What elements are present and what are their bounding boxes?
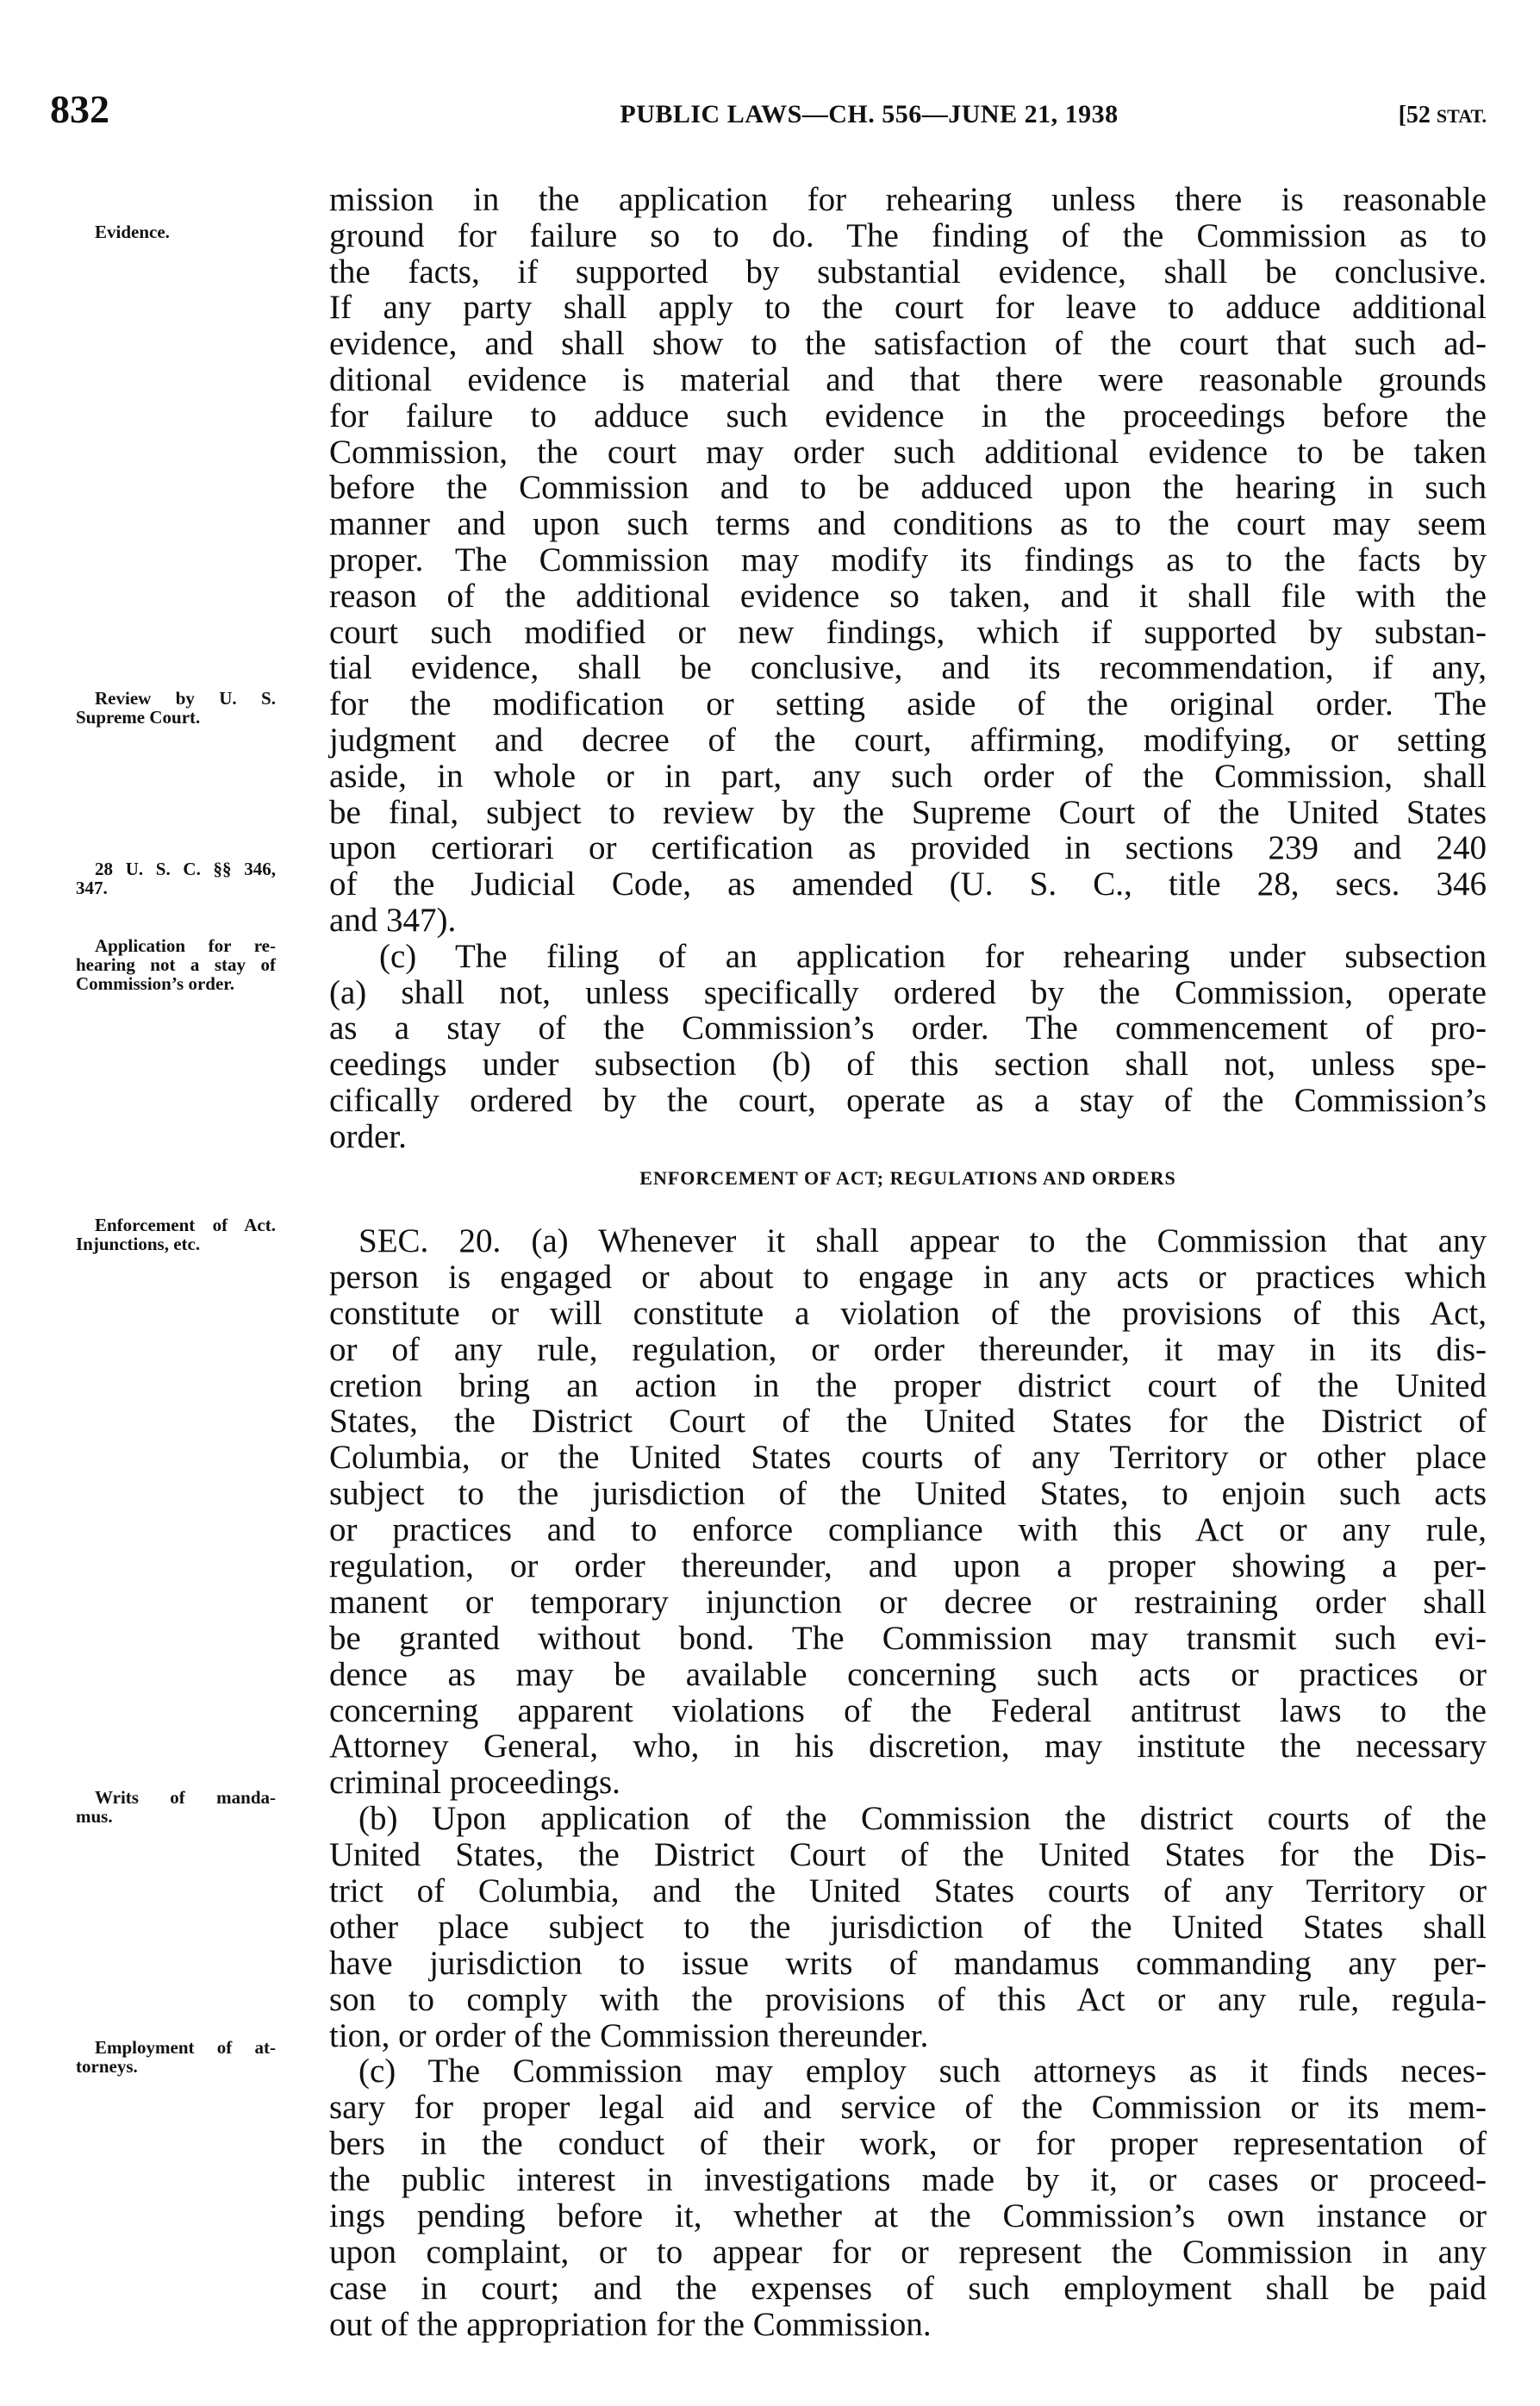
text-line: ditional evidence is material and that there were reasonable grounds (329, 360, 1487, 398)
margin-note-line: Employment of at- (95, 2037, 276, 2058)
margin-note-line: Enforcement of Act. (95, 1215, 276, 1235)
margin-note-line: 28 U. S. C. §§ 346, (95, 859, 276, 879)
text-line: proper. The Commission may modify its findings as to the facts by (329, 541, 1487, 578)
text-line: dence as may be available concerning such acts or practices or (329, 1655, 1487, 1693)
text-line: manent or temporary injunction or decree or restraining order shall (329, 1583, 1487, 1621)
margin-note (76, 222, 276, 241)
text-line: regulation, or order thereunder, and upon a proper showing a per- (329, 1547, 1487, 1585)
text-line: Commission, the court may order such additional evidence to be taken (329, 433, 1487, 471)
text-line: be granted without bond. The Commission may transmit such evi- (329, 1619, 1487, 1657)
text-line: have jurisdiction to issue writs of mandamus commanding any per- (329, 1944, 1487, 1982)
text-line: subject to the jurisdiction of the United States, to enjoin such acts (329, 1475, 1487, 1513)
text-line: person is engaged or about to engage in any acts or practices which (329, 1258, 1487, 1296)
text-line: as a stay of the Commission’s order. The commencement of pro- (329, 1009, 1487, 1047)
text-line: for failure to adduce such evidence in the proceedings before the (329, 397, 1487, 434)
statute-prefix: [52 (1398, 102, 1437, 128)
text-line: (a) shall not, unless specifically ordered by the Commission, operate (329, 973, 1487, 1011)
text-line: upon certiorari or certification as provided in sections 239 and 240 (329, 829, 1487, 867)
text-line: ings pending before it, whether at the Commission’s own instance or (329, 2197, 1487, 2235)
text-line: and 347). (329, 901, 457, 939)
text-line: (c) The filing of an application for rehearing under subsection (379, 937, 1487, 975)
margin-note-line: mus. (76, 1806, 113, 1827)
text-line: tial evidence, shall be conclusive, and its recommendation, if any, (329, 649, 1487, 687)
text-line: for the modification or setting aside of the original order. The (329, 685, 1487, 723)
text-line: trict of Columbia, and the United States courts of any Territory or (329, 1872, 1487, 1910)
text-line: reason of the additional evidence so taken, and it shall file with the (329, 577, 1487, 615)
text-line: mission in the application for rehearing unless there is reasonable (329, 181, 1487, 218)
text-line: court such modified or new findings, which if supported by substan- (329, 613, 1487, 651)
text-line: ceedings under subsection (b) of this section shall not, unless spe- (329, 1046, 1487, 1084)
text-line: the facts, if supported by substantial evidence, shall be conclusive. (329, 253, 1487, 291)
text-line: other place subject to the jurisdiction of the United States shall (329, 1908, 1487, 1946)
margin-note-line: Evidence. (95, 222, 170, 242)
text-line: case in court; and the expenses of such employment shall be paid (329, 2269, 1487, 2307)
margin-note (76, 1215, 276, 1253)
margin-note-line: torneys. (76, 2056, 138, 2077)
margin-note (76, 1788, 276, 1826)
text-line: tion, or order of the Commission thereunder. (329, 2016, 929, 2054)
text-line: out of the appropriation for the Commission. (329, 2305, 932, 2343)
text-line: the public interest in investigations made by it, or cases or proceed- (329, 2161, 1487, 2199)
margin-note-line: hearing not a stay of (76, 954, 276, 975)
text-line: constitute or will constitute a violation of the provisions of this Act, (329, 1294, 1487, 1332)
margin-note-line: Supreme Court. (76, 707, 201, 728)
text-line: cretion bring an action in the proper district court of the United (329, 1366, 1487, 1404)
page-number: 832 (50, 87, 109, 131)
margin-note-line: Review by U. S. (95, 688, 276, 709)
margin-note-line: Application for re- (95, 935, 276, 956)
text-line: manner and upon such terms and conditions as to the court may seem (329, 505, 1487, 543)
margin-note-line: Writs of manda- (95, 1787, 276, 1808)
margin-note-line: Commission’s order. (76, 973, 234, 994)
text-line: upon complaint, or to appear for or represent the Commission in any (329, 2233, 1487, 2271)
text-line: (c) The Commission may employ such attorneys as it finds neces- (359, 2053, 1487, 2090)
text-line: ground for failure so to do. The finding of the Commission as to (329, 216, 1487, 254)
text-line: sary for proper legal aid and service of the Commission or its mem- (329, 2089, 1487, 2127)
text-line: If any party shall apply to the court for leave to adduce additional (329, 289, 1487, 327)
text-line: be final, subject to review by the Supreme Court of the United States (329, 793, 1487, 831)
text-line: criminal proceedings. (329, 1764, 620, 1802)
text-line: before the Commission and to be adduced upon the hearing in such (329, 469, 1487, 507)
text-line: of the Judicial Code, as amended (U. S. C., title 28, secs. 346 (329, 866, 1487, 903)
text-line: bers in the conduct of their work, or for proper representation of (329, 2125, 1487, 2163)
margin-note (76, 936, 276, 993)
text-line: States, the District Court of the United States for the District of (329, 1403, 1487, 1440)
text-line: Attorney General, who, in his discretion, may institute the necessary (329, 1728, 1487, 1765)
text-line: evidence, and shall show to the satisfaction of the court that such ad- (329, 325, 1487, 363)
text-line: Columbia, or the United States courts of any Territory or other place (329, 1439, 1487, 1477)
text-line: judgment and decree of the court, affirming, modifying, or setting (329, 721, 1487, 759)
margin-note-line: 347. (76, 878, 108, 898)
margin-note (76, 2038, 276, 2076)
body-text-block-1 (329, 182, 1487, 1155)
text-line: SEC. 20. (a) Whenever it shall appear to the Commission that any (359, 1222, 1487, 1259)
text-line: or practices and to enforce compliance with this Act or any rule, (329, 1511, 1487, 1549)
statute-volume (1399, 102, 1487, 129)
text-line: son to comply with the provisions of this Act or any rule, regula- (329, 1980, 1487, 2018)
text-line: cifically ordered by the court, operate as a stay of the Commission’s (329, 1081, 1487, 1119)
text-line: (b) Upon application of the Commission the district courts of the (359, 1800, 1487, 1838)
margin-note (76, 689, 276, 727)
text-line: or of any rule, regulation, or order thereunder, it may in its dis- (329, 1330, 1487, 1368)
text-line: aside, in whole or in part, any such order of the Commission, shall (329, 757, 1487, 795)
text-line: United States, the District Court of the United States for the Dis- (329, 1836, 1487, 1874)
body-text-block-2 (329, 1223, 1487, 2343)
margin-note (76, 859, 276, 897)
statute-label: STAT. (1436, 105, 1487, 127)
text-line: concerning apparent violations of the Federal antitrust laws to the (329, 1691, 1487, 1729)
margin-note-line: Injunctions, etc. (76, 1234, 201, 1254)
text-line: order. (329, 1117, 407, 1155)
running-head: PUBLIC LAWS—CH. 556—JUNE 21, 1938 (620, 100, 1119, 128)
section-heading: ENFORCEMENT OF ACT; REGULATIONS AND ORDERS (639, 1167, 1176, 1189)
